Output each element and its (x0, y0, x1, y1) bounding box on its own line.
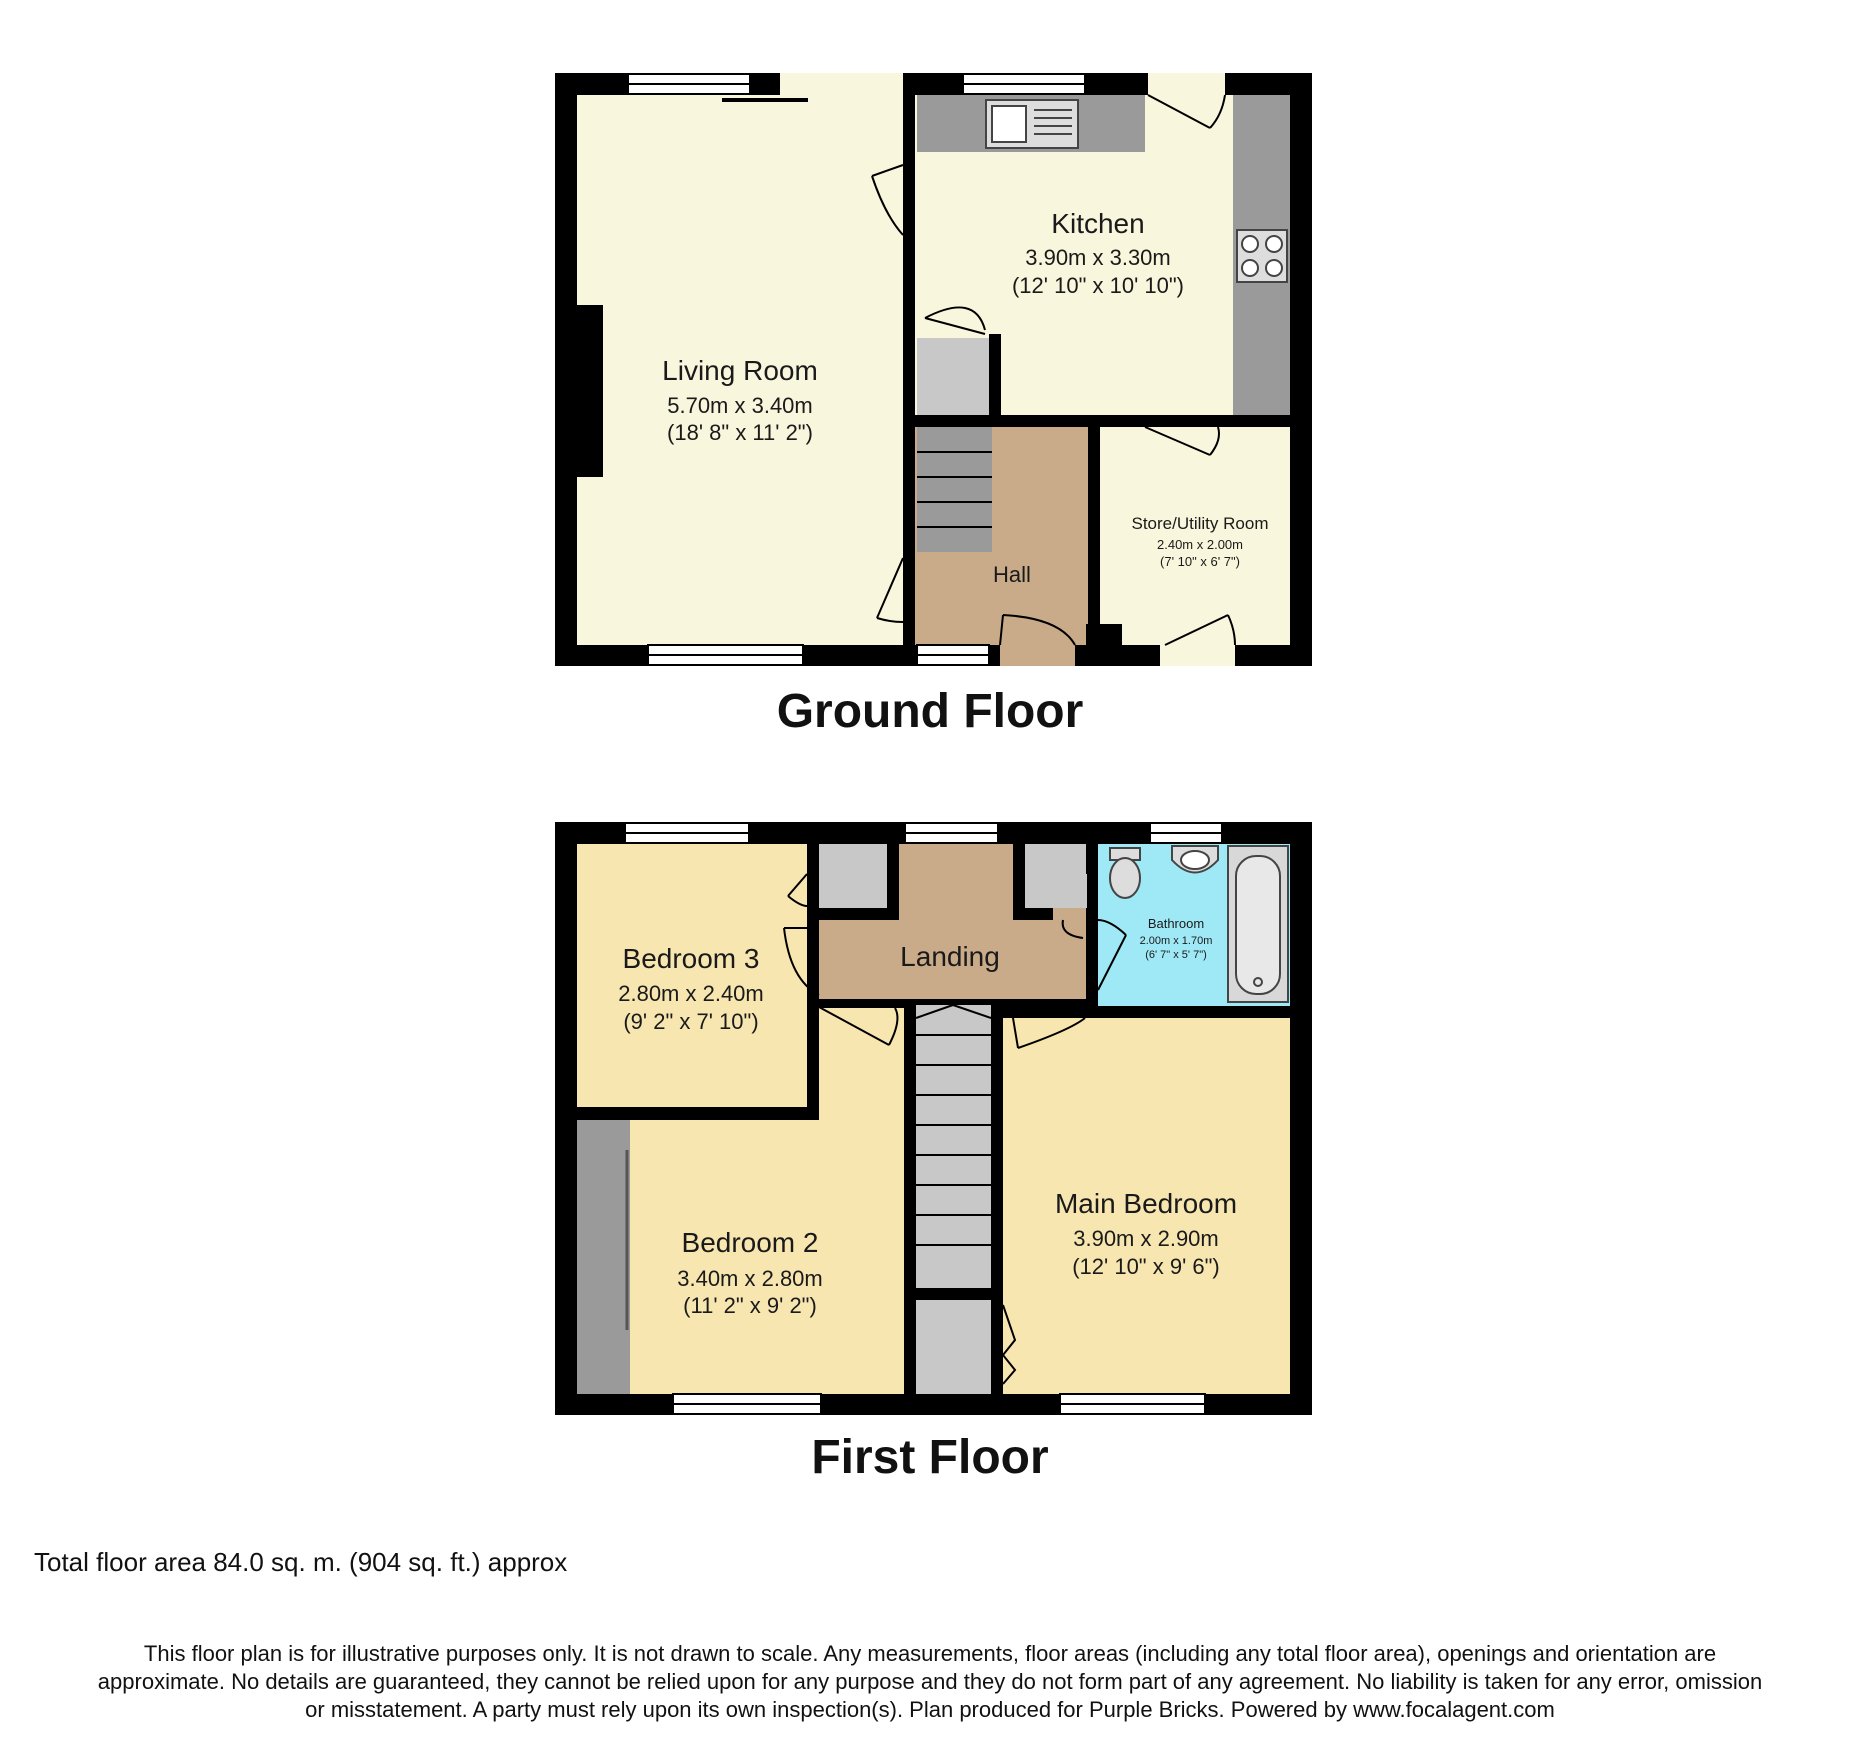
bathroom-metric: 2.00m x 1.70m (1139, 935, 1213, 947)
utility-door-opening (1160, 645, 1235, 666)
wall (903, 240, 915, 558)
wall (916, 1288, 1003, 1300)
bedroom-3-imperial: (9' 2" x 7' 10") (623, 1009, 759, 1034)
wall (1088, 415, 1100, 645)
total-floor-area: Total floor area 84.0 sq. m. (904 sq. ft.) approx (34, 1547, 568, 1577)
bedroom-2-name: Bedroom 2 (681, 1227, 819, 1258)
utility-room-imperial: (7' 10" x 6' 7") (1160, 554, 1240, 569)
cupboard (819, 844, 887, 908)
staircase (917, 427, 992, 552)
main-bedroom-metric: 3.90m x 2.90m (1073, 1226, 1219, 1251)
back-door-opening (1148, 73, 1225, 95)
sink-icon (986, 100, 1078, 148)
wall (904, 999, 916, 1394)
bedroom-2-upper-area (819, 1008, 904, 1120)
wall (991, 1384, 1003, 1394)
window-icon (673, 1394, 821, 1414)
window-icon (905, 823, 998, 843)
window-icon (1150, 823, 1222, 843)
cupboard (916, 1300, 991, 1394)
disclaimer (30, 1640, 1830, 1724)
patio-door-opening (780, 73, 903, 95)
wall (991, 999, 1003, 1134)
bedroom-3-name: Bedroom 3 (622, 943, 760, 974)
disclaimer-line: or misstatement. A party must rely upon its own inspection(s). Plan produced for Purple Bricks. Powered by www.focalagent.com (305, 1697, 1555, 1722)
wall (819, 908, 899, 920)
toilet-icon (1110, 848, 1140, 898)
bathroom-imperial: (6' 7" x 5' 7") (1145, 949, 1207, 961)
living-room-name: Living Room (662, 355, 818, 386)
wall (1086, 844, 1098, 874)
ground-floor-title: Ground Floor (776, 685, 1084, 738)
bedroom-2-metric: 3.40m x 2.80m (677, 1266, 823, 1291)
wall (1013, 908, 1053, 920)
living-room-metric: 5.70m x 3.40m (667, 393, 813, 418)
first-floor-title: First Floor (811, 1431, 1049, 1484)
wall (577, 1107, 819, 1120)
disclaimer-line: approximate. No details are guaranteed, they cannot be relied upon for any purpose and they do not form part of any agreement. No liability is taken for any error, omission (97, 1669, 1763, 1694)
window-icon (625, 823, 749, 843)
bedroom-3-metric: 2.80m x 2.40m (618, 981, 764, 1006)
front-door-opening (1000, 645, 1075, 666)
wall (1086, 1006, 1312, 1018)
window-icon (628, 74, 750, 94)
wall (903, 620, 915, 645)
wall (955, 415, 1145, 427)
cupboard (1025, 844, 1087, 908)
bathtub-icon (1228, 846, 1288, 1002)
kitchen-metric: 3.90m x 3.30m (1025, 245, 1171, 270)
wardrobe (577, 1120, 630, 1394)
wall (807, 844, 819, 874)
bedroom-2-imperial: (11' 2" x 9' 2") (683, 1293, 817, 1318)
first-floor-plan (555, 822, 1312, 1415)
disclaimer-line: This floor plan is for illustrative purposes only. It is not drawn to scale. Any measurements, floor areas (including any total floor area), openings and orientation are (143, 1641, 1717, 1666)
wall (807, 906, 819, 928)
kitchen-imperial: (12' 10" x 10' 10") (1011, 273, 1185, 298)
living-room-imperial: (18' 8" x 11' 2") (667, 420, 813, 445)
utility-room-name: Store/Utility Room (1131, 514, 1269, 533)
window-icon (917, 645, 989, 665)
wall (1218, 415, 1312, 427)
window-icon (963, 74, 1085, 94)
chimney-breast (577, 305, 603, 477)
landing-name: Landing (900, 941, 1000, 972)
cupboard (917, 338, 989, 415)
bathroom-name: Bathroom (1147, 916, 1205, 931)
main-bedroom-imperial: (12' 10" x 9' 6") (1072, 1254, 1220, 1279)
hob-icon (1237, 230, 1287, 282)
kitchen-name: Kitchen (1051, 208, 1145, 239)
bedroom-3-area (577, 844, 807, 1107)
wall (989, 334, 1001, 415)
utility-room-metric: 2.40m x 2.00m (1157, 537, 1243, 552)
hall-name: Hall (993, 562, 1031, 587)
window-icon (648, 645, 803, 665)
main-bedroom-name: Main Bedroom (1054, 1188, 1238, 1219)
utility-room-area (1100, 427, 1290, 645)
window-icon (1060, 1394, 1205, 1414)
wall (903, 95, 915, 155)
wall (807, 999, 819, 1120)
wall (1086, 624, 1122, 666)
